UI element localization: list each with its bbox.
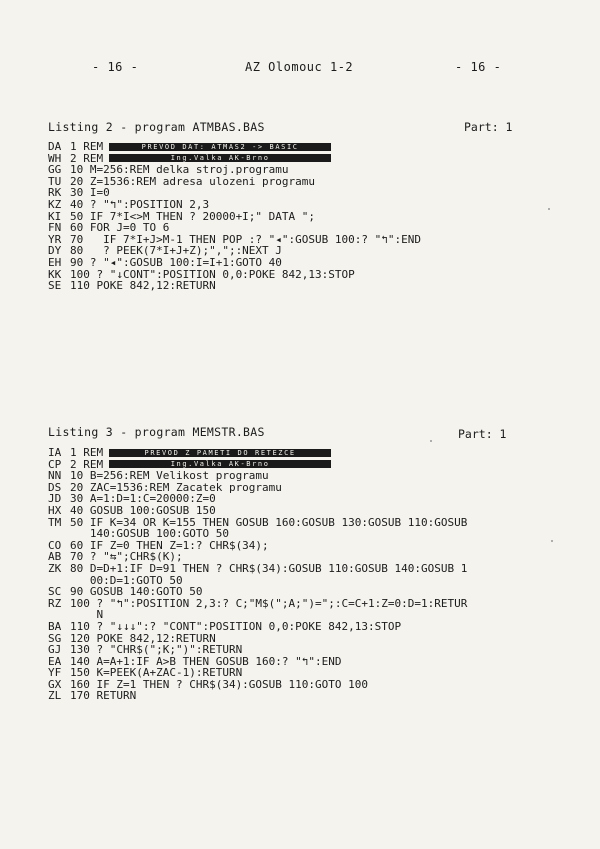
checksum-label: KK — [48, 267, 62, 281]
checksum-label: SE — [48, 279, 62, 293]
code-text: 90 GOSUB 140:GOTO 50 — [70, 585, 203, 599]
code-text: 100 ? "↓CONT":POSITION 0,0:POKE 842,13:STOP — [70, 267, 355, 281]
checksum-label: ZL — [48, 689, 62, 703]
checksum-label: AB — [48, 550, 62, 564]
code-line — [48, 528, 467, 540]
code-text: 50 IF 7*I<>M THEN ? 20000+I;" DATA "; — [70, 209, 316, 223]
checksum-label: TM — [48, 515, 62, 529]
checksum-label: DY — [48, 244, 62, 258]
code-text: 40 GOSUB 100:GOSUB 150 — [70, 503, 216, 517]
code-text: 20 ZAC=1536:REM Zacatek programu — [70, 480, 282, 494]
checksum-label: JD — [48, 492, 62, 506]
listing2-code — [48, 141, 421, 292]
code-text: 90 ? "◂":GOSUB 100:I=I+1:GOTO 40 — [70, 255, 282, 269]
checksum-label: EA — [48, 654, 62, 668]
code-line — [48, 222, 421, 234]
code-text: 170 RETURN — [70, 689, 137, 703]
code-text: 100 ? "↰":POSITION 2,3:? C;"M$(";A;")=";:C=C+1:Z=0:D=1:RETUR — [70, 596, 468, 610]
checksum-label: KI — [48, 209, 62, 223]
checksum-label: YF — [48, 666, 62, 680]
checksum-label: EH — [48, 255, 62, 269]
checksum-label: HX — [48, 503, 62, 517]
code-line — [48, 644, 467, 656]
paper-speck — [551, 540, 553, 542]
code-line — [48, 598, 467, 610]
listing3-part: Part: 1 — [458, 427, 507, 441]
code-text: 10 M=256:REM delka stroj.programu — [70, 163, 289, 177]
code-line — [48, 199, 421, 211]
checksum-label: RZ — [48, 596, 62, 610]
page-header-title: AZ Olomouc 1-2 — [245, 60, 354, 74]
checksum-label: DS — [48, 480, 62, 494]
inverse-video-rem-bar: Ing.Valka AK-Brno — [109, 460, 331, 468]
checksum-label: CP — [48, 457, 62, 471]
checksum-label: KZ — [48, 197, 62, 211]
code-line — [48, 563, 467, 575]
checksum-label: DA — [48, 140, 62, 153]
checksum-label: NN — [48, 469, 62, 483]
code-text: 80 ? PEEK(7*I+J+Z);",";:NEXT J — [70, 244, 282, 258]
code-text: 2 REM — [70, 151, 104, 165]
code-text: 60 FOR J=0 TO 6 — [70, 221, 170, 235]
paper-speck — [430, 440, 432, 442]
listing3-code — [48, 447, 467, 702]
code-text: 110 POKE 842,12:RETURN — [70, 279, 216, 293]
listing2-part: Part: 1 — [464, 120, 513, 134]
inverse-video-rem-bar: PREVOD DAT: ATMAS2 -> BASIC — [109, 143, 331, 151]
inverse-video-rem-bar: PREVOD Z PAMETI DO RETEZCE — [109, 449, 331, 457]
checksum-label: CO — [48, 538, 62, 552]
checksum-label: GX — [48, 677, 62, 691]
code-text: 120 POKE 842,12:RETURN — [70, 631, 216, 645]
code-text: 70 ? "⇆";CHR$(K); — [70, 550, 183, 564]
checksum-label: GJ — [48, 643, 62, 657]
code-text: 2 REM — [70, 457, 104, 471]
code-line — [48, 586, 467, 598]
code-text: 50 IF K=34 OR K=155 THEN GOSUB 160:GOSUB 130:GOSUB 110:GOSUB — [70, 515, 468, 529]
paper-speck — [548, 208, 550, 210]
code-text: 30 A=1:D=1:C=20000:Z=0 — [70, 492, 216, 506]
checksum-label: GG — [48, 163, 62, 177]
code-text: 1 REM — [70, 140, 104, 153]
checksum-label: ZK — [48, 561, 62, 575]
code-text: 110 ? "↓↓↓":? "CONT":POSITION 0,0:POKE 842,13:STOP — [70, 619, 402, 633]
checksum-label: WH — [48, 151, 62, 165]
code-text: 140:GOSUB 100:GOTO 50 — [70, 527, 229, 541]
checksum-label: TU — [48, 174, 62, 188]
code-line — [48, 280, 421, 292]
checksum-label: FN — [48, 221, 62, 235]
code-text: 30 I=0 — [70, 186, 110, 200]
code-text: 130 ? "CHR$(";K;")":RETURN — [70, 643, 243, 657]
code-text: 40 ? "↰":POSITION 2,3 — [70, 197, 210, 211]
checksum-label: YR — [48, 232, 62, 246]
code-line — [48, 447, 467, 459]
code-text: N — [70, 608, 104, 622]
code-text: 160 IF Z=1 THEN ? CHR$(34):GOSUB 110:GOTO 100 — [70, 677, 369, 691]
code-line — [48, 621, 467, 633]
checksum-label: SG — [48, 631, 62, 645]
code-text: 70 IF 7*I+J>M-1 THEN POP :? "◂":GOSUB 100:? "↰":END — [70, 232, 421, 246]
code-text: 00:D=1:GOTO 50 — [70, 573, 183, 587]
code-text: 20 Z=1536:REM adresa ulozeni programu — [70, 174, 316, 188]
code-line — [48, 141, 421, 153]
checksum-label: BA — [48, 619, 62, 633]
inverse-video-rem-bar: Ing.Valka AK-Brno — [109, 154, 331, 162]
checksum-label: SC — [48, 585, 62, 599]
code-text: 60 IF Z=0 THEN Z=1:? CHR$(34); — [70, 538, 269, 552]
page-number-right: - 16 - — [455, 60, 502, 74]
code-text: 140 A=A+1:IF A>B THEN GOSUB 160:? "↰":END — [70, 654, 342, 668]
code-line — [48, 690, 467, 702]
code-text: 1 REM — [70, 446, 104, 459]
checksum-label: IA — [48, 446, 62, 459]
code-text: 10 B=256:REM Velikost programu — [70, 469, 269, 483]
checksum-label: RK — [48, 186, 62, 200]
listing3-title: Listing 3 - program MEMSTR.BAS — [48, 425, 265, 439]
page-number-left: - 16 - — [92, 60, 139, 74]
code-text: 150 K=PEEK(A+ZAC-1):RETURN — [70, 666, 243, 680]
code-text: 80 D=D+1:IF D=91 THEN ? CHR$(34):GOSUB 110:GOSUB 140:GOSUB 1 — [70, 561, 468, 575]
code-line — [48, 257, 421, 269]
code-line — [48, 505, 467, 517]
listing2-title: Listing 2 - program ATMBAS.BAS — [48, 120, 265, 134]
